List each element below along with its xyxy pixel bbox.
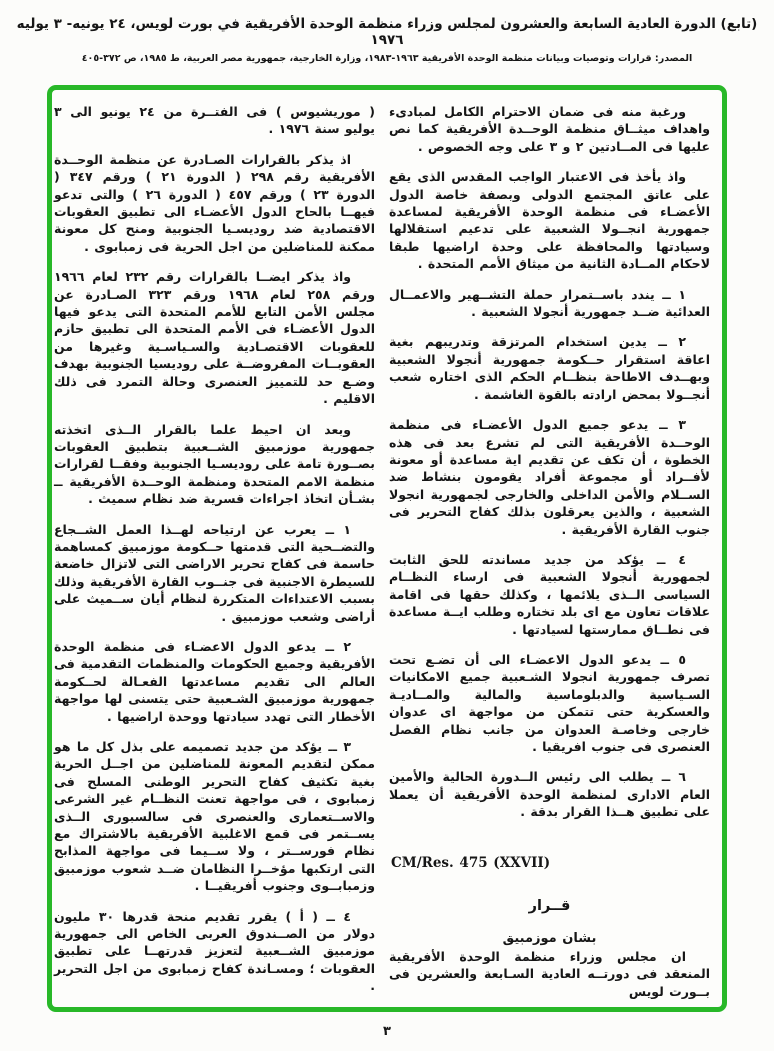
paragraph: ١ ــ يندد باســتمرار حملة التشــهير والاعمــال العدائية ضــد جمهورية أنجولا الشعبية . bbox=[389, 286, 710, 320]
page-header bbox=[10, 16, 764, 64]
paragraph: ان مجلس وزراء منظمة الوحدة الأفريقية المنعقد فى دورتــه العادية السـابعة والعشرين فى بــورت لويس bbox=[389, 948, 710, 999]
right-column bbox=[389, 103, 710, 999]
paragraph: ٢ ــ يدعو الدول الاعضـاء فى منظمة الوحدة الأفريقية وجميع الحكومات والمنظمات التقدمية فى العالم الى تقديم مساعدتها الفعـالة لحــكومة جمهورية موزمبيق الشـعبية حتى يتسنى لها مواجهة الأخطار التى تهدد سيادتها ووحدة اراضيها . bbox=[54, 638, 375, 724]
text-columns bbox=[52, 90, 722, 1007]
paragraph: ٤ ــ ( أ ) يقرر تقديم منحة قدرها ٣٠ مليون دولار من الصــندوق العربى الخاص الى جمهورية موزمبيق الشــعبية لتعزيز قدرتهــا على تطبيق العقوبات ؛ ومسـاندة كفاح زمبابوى من اجل التحرير . bbox=[54, 908, 375, 994]
left-column bbox=[54, 103, 375, 994]
paragraph: ١ ــ يعرب عن ارتياحه لهــذا العمل الشــجاع والتضــحية التى قدمتها حــكومة موزمبيق كمساهمة حاسمة فى كفاح تحرير الاراضى التى لاتزال خاضعة للسيطرة الاجنبية فى جنــوب القارة الأفريقية وذلك بسبب الاعتداءات المتكررة لنظام أيان ســميث على أراضى وشعب موزمبيق . bbox=[54, 521, 375, 624]
paragraph: ٢ ــ يدين استخدام المرتزقة وتدريبهم بغية اعاقة استقرار حــكومة جمهورية أنجولا الشعبية وبهــدف الاطاحة بنظــام الحكم الذى اختاره شعب أنجــولا بمحض ارادته بالقوة الغاشمة . bbox=[389, 334, 710, 402]
paragraph: ٥ ــ يدعو الدول الاعضـاء الى أن تضـع تحت تصرف جمهورية انجولا الشـعبية جميع الامكانيات السـياسية والدبلوماسية والمالية والمــاديـة والعسكرية حتى تتمكن من مواجهة اى عدوان خارجى وخاصـة العدوان من جانب نظام الفصل العنصرى فى جنوب افريقيا . bbox=[389, 651, 710, 754]
paragraph: ( موريشيوس ) فى الفتــرة من ٢٤ يونيو الى ٣ يوليو سنة ١٩٧٦ . bbox=[54, 104, 376, 137]
paragraph: واذ يأخذ فى الاعتبار الواجب المقدس الذى يقع على عاتق المجتمع الدولى وبصفة خاصة الدول الأعضـاء فى منظمة الوحدة الأفريقية لمساعدة جمهورية انجــولا الشعبية على تدعيم استقلالها وسيادتها والمحافظة على وحدة اراضيها طبقا لاحكام المــادة الثانية من ميثاق الأمم المتحدة . bbox=[389, 169, 710, 272]
highlight-frame bbox=[47, 85, 727, 1012]
paragraph: اذ يذكر بالقرارات الصـادرة عن منظمة الوحــدة الأفريقية رقم ٢٩٨ ( الدورة ٢١ ) ورقم ٣٤٧ ( الدورة ٢٣ ) ورقم ٤٥٧ ( الدورة ٢٦ ) والتى تدعو فيهــا بالحاح الدول الأعضـاء الى تطبيق العقوبات الاقتصادية ضد روديسـيا الجنوبية ومنح كل معونة ممكنة للمناضلين من اجل الحرية فى زمبابوى . bbox=[54, 151, 375, 254]
paragraph: ٣ ــ يدعو جميع الدول الأعضـاء فى منظمة الوحــدة الأفريقية التى لم تشرع بعد فى هذه الخطوة ، أن تكف عن تقديم اية مساعدة أو معونة لأفــراد أو مجموعة أفراد يقومون بنشاط ضد الســلام والأمن الداخلى والخارجى لجمهورية انجولا الشعبية ، والذين يعرقلون بذلك كفاح التحرير فى جنوب القارة الأفريقية . bbox=[389, 417, 710, 537]
paragraph: واذ يذكر ايضــا بالقرارات رقم ٢٣٢ لعام ١٩٦٦ ورقم ٢٥٨ لعام ١٩٦٨ ورقم ٣٢٣ الصـادرة عن مجلس الأمن التابع للأمم المتحدة التى يدعو فيها الدول الأعضـاء فى الأمم المتحدة الى تطبيق حازم للعقوبات الاقتصـادية والسـياسـية وغيرها من العقوبــات المفروضــة على روديسيا الجنوبية بهدف وضـع حد للتمييز العنصرى وحالة التمرد فى ذلك الاقليم . bbox=[54, 269, 375, 407]
resolution-reference: CM/Res. 475 (XXVII) bbox=[391, 854, 551, 871]
page-number: ٣ bbox=[383, 1024, 391, 1039]
paragraph: ورغبة منه فى ضمان الاحترام الكامل لمبادىء واهداف ميثــاق منظمة الوحــدة الأفريقية كما نص عليها فى المــادتين ٢ و ٣ على وجه الخصوص . bbox=[389, 104, 710, 154]
paragraph: ٣ ــ يؤكد من جديد تصميمه على بذل كل ما هو ممكن لتقديم المعونة للمناضلين من اجــل الحرية بغية تكثيف كفاح التحرير الوطنى المسلح فى زمبابوى ، فى مواجهة تعنت النظــام غير الشرعى والاســتعمارى والعنصرى فى سالسبورى الــذى يســتمر فى قمع الاغلبية الأفريقية بالاشتراك مع نظام فورســتر ، ولا ســيما فى مواجهة المذابح التى ارتكبها مؤخــرا النظامان ضــد شعوب موزمبيق وزمبابــوى وجنوب أفريقيــا . bbox=[54, 739, 375, 894]
resolution-subject: بشان موزمبيق bbox=[502, 931, 597, 947]
paragraph: وبعد ان احيط علما بالقرار الــذى اتخذته جمهورية موزمبيق الشــعبية بتطبيق العقوبات بصــورة تامة على روديسـيا الجنوبية وفقــا لقرارات منظمة الامم المتحدة ومنظمة الوحــدة الأفريقية ــ بشـأن اتخاذ اجراءات قسرية ضد نظام سميث . bbox=[54, 421, 375, 507]
source-citation: المصدر: قرارات وتوصيات وبيانات منظمة الوحدة الأفريقية ١٩٦٣-١٩٨٣، وزارة الخارجية، جمهورية مصر العربية، ط ١٩٨٥، ص ٣٧٢-٤٠٥ bbox=[81, 53, 693, 64]
resolution-heading: قــرار bbox=[528, 898, 571, 915]
session-title: (تابع) الدورة العادية السابعة والعشرون لمجلس وزراء منظمة الوحدة الأفريقية في بورت لويس، ٢٤ يونيه- ٣ يوليه ١٩٧٦ bbox=[16, 16, 758, 48]
paragraph: ٤ ــ يؤكد من جديد مساندته للحق الثابت لجمهورية أنجولا الشعبية فى ارساء النظــام السياسى الــذى يلائمها ، وكذلك حقها فى اقامة علاقات تعاون مع اى بلد تختاره وطلب ايــة مساعدة فى نطــاق ممارستها لسيادتها . bbox=[389, 551, 710, 637]
paragraph: ٦ ــ يطلب الى رئيس الــدورة الحالية والأمين العام الادارى لمنظمة الوحدة الأفريقية أن يعملا على تطبيق هــذا القرار بدقة . bbox=[389, 769, 710, 820]
